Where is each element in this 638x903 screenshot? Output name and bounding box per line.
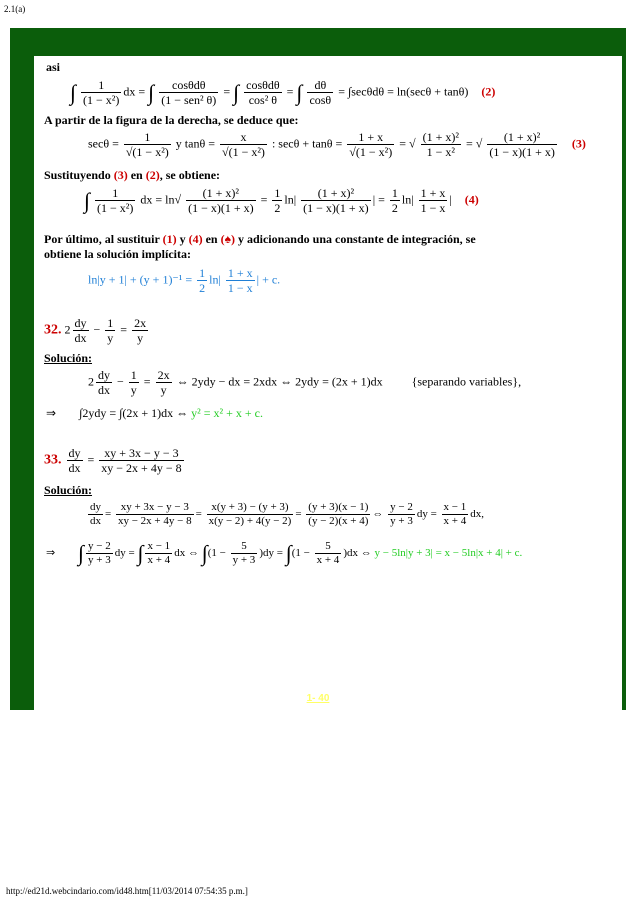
problem-32: 32. 2 $\frac{dy}{dx}$ − $\frac{1}{y}$ = $\frac{2x}{y}$ [44, 316, 147, 346]
problem-33-step-2: ⇒ ∫ $\frac{y - 2}{y + 3}$ dy = ∫ $\frac{x - 1}{x + 4}$ dx ⇔ ∫(1 − $\frac{5}{y + 3}$ )dy = ∫(1 − $\frac{5}{x + 4}$ )dx ⇔ y − 5ln|y + 3| = x − 5ln|x + 4| + c. [46, 540, 523, 567]
equation-2: ∫ $\frac{1}{\text{(1 − x²)}}$ dx = ∫ $\frac{\text{cosθdθ}}{\text{(1 − sen² θ)}}$ = ∫ $\frac{\text{cosθdθ}}{\text{cos² θ}}$ = ∫ $\frac{d\theta}{\cos\theta}$ = ∫secθdθ = ln(secθ + tanθ) (2) [70, 78, 496, 108]
implicit-solution: ln|y + 1| + (y + 1)⁻¹ = $\frac{1}{2}$ ln| $\frac{1 + x}{1 - x}$ | + c. [88, 266, 281, 296]
problem-32-step-2: ⇒ ∫2ydy = ∫(2x + 1)dx ⇔ y² = x² + x + c. [46, 406, 263, 420]
problem-32-step-1: 2 $\frac{dy}{dx}$ − $\frac{1}{y}$ = $\frac{2x}{y}$ ⇔ 2ydy − dx = 2xdx ⇔ 2ydy = (2x + 1)dx {separando variables}, [88, 368, 522, 398]
ultimo-text-2: obtiene la solución implícita: [44, 247, 191, 261]
page-nav: | 1- 40 | [301, 693, 335, 704]
ultimo-text-1: Por último, al sustituir (1) y (4) en (♠) y adicionando una constante de integración, se [44, 232, 476, 246]
solucion-33: Solución: [44, 483, 93, 497]
problem-33-step-1: $\frac{dy}{dx}$ = $\frac{xy + 3x - y - 3}{xy - 2x + 4y - 8}$ = $\frac{x(y + 3) - (y + 3)}{x(y - 2) + 4(y - 2)}$ = $\frac{(y + 3)(x - 1)}{(y - 2)(x + 4)}$ ⇔ $\frac{y - 2}{y + 3}$ dy = $\frac{x - 1}{x + 4}$ dx, [90, 501, 485, 528]
equation-4: ∫ $\frac{1}{\text{(1 − x²)}}$ dx = ln√ $\frac{\text{(1 + x)²}}{(1 - x)(1 + x)}$ = $\frac{1}{2}$ ln| $\frac{\text{(1 + x)²}}{(1 - x)(1 + x)}$ | = $\frac{1}{2}$ ln| $\frac{1 + x}{1 - x}$ | (4) [84, 186, 479, 216]
partir-text: A partir de la figura de la derecha, se deduce que: [44, 113, 299, 127]
page-frame [10, 28, 626, 710]
equation-tag-4: (4) [464, 192, 479, 207]
equation-tag-3: (3) [571, 136, 586, 151]
problem-33: 33. $\frac{dy}{dx}$ = $\frac{xy + 3x - y - 3}{xy - 2x + 4y - 8}$ [44, 446, 182, 476]
equation-tag-2: (2) [481, 84, 496, 99]
problem-33-result: y − 5ln|y + 3| = x − 5ln|x + 4| + c. [374, 547, 523, 560]
asi-text: asi [46, 60, 61, 74]
content-area [34, 56, 622, 718]
page-range-link[interactable]: 1- 40 [306, 693, 330, 704]
problem-32-result: y² = x² + x + c. [191, 406, 263, 420]
problem-33-number: 33. [44, 452, 62, 468]
solucion-32: Solución: [44, 351, 93, 365]
problem-32-number: 32. [44, 322, 62, 338]
equation-3: secθ = $\frac{1}{\text{√(1 − x²)}}$ y tanθ = $\frac{x}{\text{√(1 − x²)}}$ : secθ + tanθ = $\frac{1 + x}{\text{√(1 − x²)}}$ = √ $\frac{\text{(1 + x)²}}{\text{1 − x²}}$ = √ $\frac{\text{(1 + x)²}}{(1 - x)(1 + x)}$ (3) [88, 130, 586, 160]
page-header-label: 2.1(a) [4, 4, 26, 14]
sustituyendo-text: Sustituyendo (3) en (2), se obtiene: [44, 168, 221, 182]
page-footer-url: http://ed21d.webcindario.com/id48.htm[11/03/2014 07:54:35 p.m.] [6, 886, 248, 896]
